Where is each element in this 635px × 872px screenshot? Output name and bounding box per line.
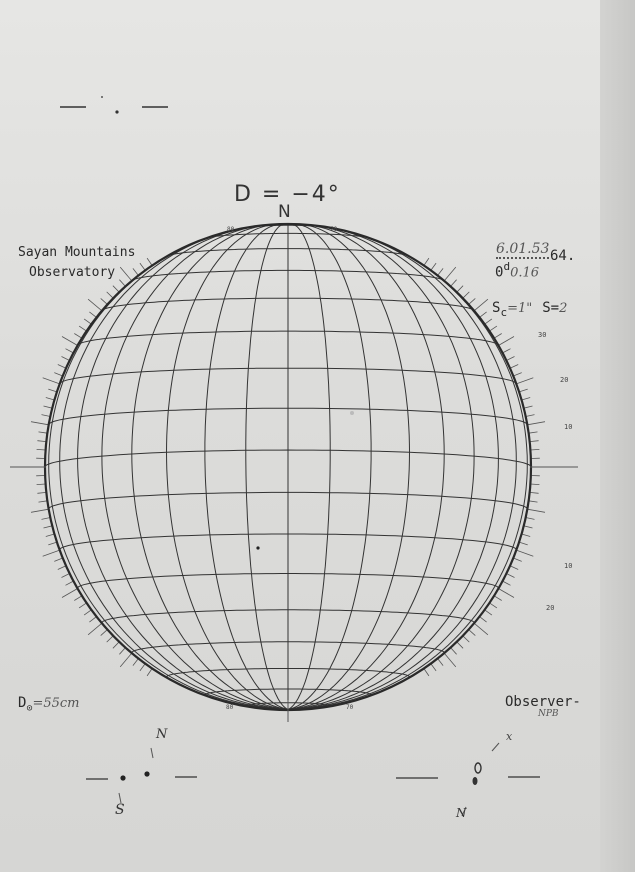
limb-tick	[46, 534, 55, 537]
limb-tick	[88, 299, 102, 311]
compass-left-north-tick	[151, 748, 153, 758]
limb-tick	[494, 334, 502, 339]
limb-tick	[498, 337, 514, 346]
compass-right-north: N	[456, 806, 467, 820]
limb-tick	[42, 415, 51, 417]
limb-tick	[42, 518, 51, 520]
sunspot-faint	[350, 411, 354, 415]
limb-tick	[457, 642, 463, 649]
limb-tick	[519, 389, 528, 392]
limb-tick	[31, 422, 49, 425]
limb-tick	[526, 518, 535, 520]
limb-tick	[119, 648, 125, 655]
limb-tick	[503, 349, 511, 353]
limb-tick	[54, 558, 62, 561]
limb-tick	[39, 432, 48, 433]
limb-tick	[74, 334, 82, 339]
limb-tick	[444, 653, 456, 667]
limb-tick	[530, 492, 539, 493]
limb-tick	[133, 659, 139, 666]
limb-tick	[530, 484, 539, 485]
compass-right-spot-a	[475, 763, 481, 773]
observation-time: 0$^d$0.16	[495, 260, 540, 281]
limb-tick	[107, 636, 114, 642]
limb-tick	[506, 357, 514, 361]
limb-tick	[37, 492, 46, 493]
limb-tick	[524, 406, 533, 408]
limb-tick	[89, 312, 96, 318]
limb-tick	[44, 526, 53, 528]
limb-tick	[519, 542, 528, 545]
compass-right-spot-b	[473, 777, 478, 785]
compass-left-south: S	[115, 802, 125, 818]
observatory-line2: Observatory	[29, 265, 116, 280]
meridian-line	[167, 224, 289, 709]
limb-tick	[66, 581, 74, 585]
limb-tick	[463, 292, 470, 298]
limb-tick	[527, 422, 545, 425]
limb-tick	[54, 373, 62, 376]
sunspot	[256, 546, 259, 549]
limb-tick	[480, 617, 487, 623]
top-dot	[115, 110, 118, 113]
limb-tick	[62, 357, 70, 361]
limb-tick	[431, 263, 436, 270]
telescope-diameter: $D_⊙=55cm$	[18, 695, 80, 715]
observer-label: Observer-	[505, 694, 581, 710]
limb-tick	[529, 432, 538, 433]
meridian-line	[288, 224, 410, 709]
limb-tick	[510, 566, 518, 570]
meridian-line	[49, 241, 288, 709]
limb-tick	[524, 526, 533, 528]
limb-scale-label: 20	[546, 604, 555, 612]
limb-tick	[522, 534, 531, 537]
meridian-line	[132, 225, 288, 710]
limb-tick	[120, 653, 132, 667]
compass-right-north-top: x	[506, 730, 513, 743]
seeing-readout: $S_c=1$" S=2	[492, 300, 568, 320]
limb-tick	[474, 299, 488, 311]
limb-tick	[140, 664, 145, 671]
limb-tick	[431, 664, 436, 671]
limb-tick	[79, 603, 86, 608]
limb-tick	[530, 449, 539, 450]
limb-tick	[37, 484, 46, 485]
observatory-line1: Sayan Mountains	[18, 245, 136, 260]
limb-tick	[480, 312, 487, 318]
limb-tick	[522, 398, 531, 401]
limb-tick	[101, 630, 108, 636]
limb-tick	[490, 326, 497, 331]
compass-left-dot-b	[144, 771, 149, 776]
grid-latitude-label: 80	[226, 704, 234, 711]
limb-tick	[58, 566, 66, 570]
observation-year: 64.	[550, 248, 576, 264]
limb-tick	[140, 263, 145, 270]
limb-tick	[133, 268, 139, 275]
limb-tick	[498, 589, 514, 598]
limb-tick	[438, 659, 444, 666]
grid-latitude-label: 70	[330, 226, 338, 233]
limb-tick	[424, 669, 429, 676]
meridian-line	[246, 224, 288, 709]
heliographic-grid	[45, 224, 531, 709]
limb-tick	[147, 669, 152, 676]
limb-tick	[120, 267, 132, 281]
limb-tick	[424, 258, 429, 265]
limb-tick	[485, 610, 492, 615]
limb-tick	[469, 298, 476, 304]
limb-tick	[526, 415, 535, 417]
limb-tick	[101, 298, 108, 304]
limb-tick	[513, 558, 521, 561]
limb-tick	[527, 509, 545, 512]
limb-tick	[490, 603, 497, 608]
limb-tick	[444, 267, 456, 281]
limb-scale-label: 30	[538, 331, 547, 339]
limb-tick	[469, 630, 476, 636]
limb-tick	[451, 280, 457, 287]
observer-name: NPB	[538, 709, 559, 719]
compass-left-north: N	[156, 727, 168, 742]
limb-tick	[62, 589, 78, 598]
limb-tick	[494, 596, 502, 601]
meridian-line	[205, 224, 288, 709]
limb-tick	[107, 292, 114, 298]
compass-left-dot-a	[120, 775, 125, 780]
limb-tick	[79, 326, 86, 331]
limb-tick	[506, 574, 514, 578]
limb-tick	[513, 373, 521, 376]
limb-tick	[113, 286, 119, 293]
meridian-line	[288, 224, 330, 709]
limb-tick	[74, 596, 82, 601]
limb-tick	[66, 349, 74, 353]
limb-tick	[503, 581, 511, 585]
north-label: N	[278, 202, 291, 222]
top-dot-small	[101, 96, 103, 98]
limb-tick	[37, 449, 46, 450]
limb-tick	[516, 378, 533, 384]
limb-tick	[43, 378, 60, 384]
limb-tick	[451, 648, 457, 655]
inclination-title: D = −4°	[234, 182, 341, 207]
limb-tick	[31, 509, 49, 512]
limb-scale-label: 10	[564, 423, 573, 431]
limb-tick	[48, 389, 57, 392]
limb-tick	[58, 365, 66, 369]
limb-tick	[516, 550, 533, 556]
observation-date: 6.01.53	[496, 241, 550, 257]
meridian-line	[288, 224, 371, 709]
limb-tick	[84, 610, 91, 615]
limb-tick	[457, 286, 463, 293]
limb-tick	[43, 550, 60, 556]
limb-tick	[113, 642, 119, 649]
limb-tick	[62, 337, 78, 346]
limb-scale-label: 20	[560, 376, 569, 384]
limb-tick	[44, 406, 53, 408]
limb-tick	[88, 623, 102, 635]
limb-tick	[147, 258, 152, 265]
limb-tick	[119, 280, 125, 287]
limb-tick	[438, 268, 444, 275]
limb-tick	[89, 617, 96, 623]
compass-right-tick-a	[492, 743, 499, 751]
limb-scale-label: 10	[564, 562, 573, 570]
limb-tick	[510, 365, 518, 369]
meridian-line	[288, 225, 444, 710]
limb-tick	[37, 441, 46, 442]
limb-tick	[463, 636, 470, 642]
grid-latitude-label: 80	[227, 226, 235, 233]
limb-tick	[529, 501, 538, 502]
grid-latitude-label: 70	[346, 704, 354, 711]
limb-tick	[46, 398, 55, 401]
limb-tick	[485, 319, 492, 324]
limb-tick	[62, 574, 70, 578]
limb-tick	[84, 319, 91, 324]
limb-tick	[530, 441, 539, 442]
limb-tick	[48, 542, 57, 545]
limb-tick	[474, 623, 488, 635]
limb-tick	[39, 501, 48, 502]
